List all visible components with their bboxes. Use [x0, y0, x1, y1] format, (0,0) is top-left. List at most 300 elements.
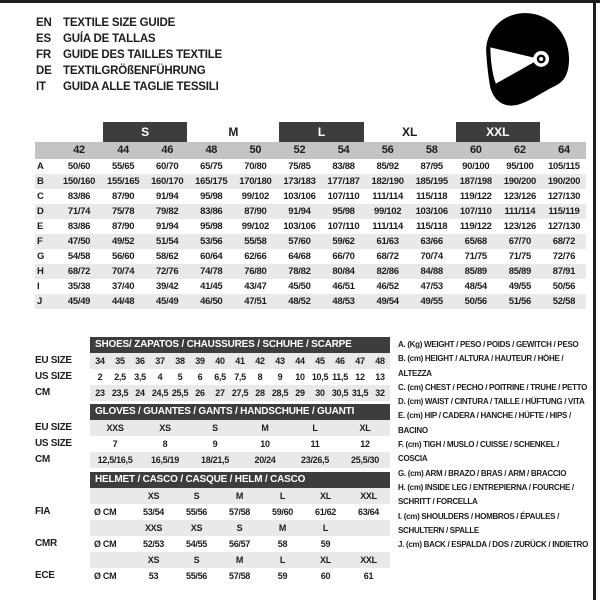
row-label: [35, 488, 90, 504]
measurement-row-c: [35, 189, 586, 204]
helmet-size: M: [261, 520, 304, 536]
measurement-value: 95/100: [506, 161, 534, 172]
measurement-value: 85/92: [376, 161, 399, 172]
language-code: IT: [36, 81, 46, 93]
measurement-row-e: [35, 219, 586, 234]
language-item: [36, 31, 222, 47]
measurement-value: 99/102: [241, 191, 269, 202]
helmet-value: 63/64: [357, 507, 380, 517]
size-group-xl: XL: [401, 125, 418, 139]
size-group-spacer: [542, 122, 586, 142]
row-label: EU SIZE: [35, 420, 90, 436]
language-item: [36, 47, 222, 63]
language-code: EN: [36, 17, 52, 29]
shoes-value: 45: [310, 353, 330, 369]
measurement-value: 48/52: [288, 296, 311, 307]
helmet-value: 55/56: [185, 571, 208, 581]
size-number-row: [35, 142, 586, 159]
language-item: [36, 15, 222, 31]
row-letter: I: [37, 281, 40, 292]
shoes-value: 6,5: [214, 372, 226, 382]
shoes-value: 6: [197, 372, 203, 382]
legend-item-f: F. (cm) TIGH / MUSLO / CUISSE / SCHENKEL / COSCIA: [398, 440, 560, 464]
measurement-row-i: [35, 279, 586, 294]
measurement-value: 83/86: [67, 191, 91, 202]
gloves-value: 7: [112, 439, 118, 449]
helmet-value: 57/58: [228, 507, 251, 517]
shoes-value: 39: [190, 353, 210, 369]
measurement-value: 63/66: [420, 236, 443, 247]
measurement-value: 87/90: [111, 191, 135, 202]
gloves-value: XL: [340, 420, 390, 436]
measurement-value: 67/70: [508, 236, 531, 247]
measurement-value: 87/90: [111, 221, 135, 232]
measurement-value: 47/50: [67, 236, 91, 247]
measurement-value: 91/94: [288, 206, 311, 217]
measurement-value: 103/106: [415, 206, 448, 217]
gloves-value: 16,5/19: [140, 452, 190, 468]
helmet-size: [347, 520, 390, 536]
measurement-value: 115/118: [416, 191, 448, 202]
shoes-value: 23: [90, 385, 110, 401]
measurement-value: 66/70: [332, 251, 355, 262]
measurement-value: 187/198: [459, 176, 492, 187]
measurement-value: 87/90: [244, 206, 267, 217]
measurement-value: 155/165: [106, 176, 140, 187]
helmet-table-title: HELMET / CASCO / CASQUE / HELM / CASCO: [90, 472, 390, 488]
shoes-value: 11,5: [332, 372, 348, 382]
helmet-value: 53: [148, 571, 159, 581]
size-number: 60: [469, 144, 482, 156]
row-letter: A: [37, 161, 44, 172]
measurement-value: 79/82: [156, 206, 179, 217]
size-number: 50: [249, 144, 262, 156]
gloves-value: 20/24: [240, 452, 290, 468]
language-title: GUÍA DE TALLAS: [63, 33, 156, 45]
certification-label: ECE: [35, 568, 90, 584]
helmet-value: 55/56: [185, 507, 208, 517]
measurement-value: 70/74: [111, 266, 135, 277]
shoes-value: 35: [110, 353, 130, 369]
garment-size-table: [35, 122, 586, 309]
shoes-value: 5: [177, 372, 183, 382]
lower-tables: [35, 337, 390, 584]
row-letter: J: [37, 296, 42, 307]
measurement-value: 82/86: [376, 266, 399, 277]
measurement-value: 85/89: [464, 266, 487, 277]
measurement-value: 71/75: [508, 251, 531, 262]
shoes-value: 28: [250, 385, 270, 401]
legend-item-e: E. (cm) HIP / CADERA / HANCHE / HÜFTE / HIPS / BACINO: [398, 411, 571, 435]
helmet-size-row: [35, 552, 390, 568]
legend-item-h: H. (cm) INSIDE LEG / ENTREPIERNA / FOURCHE / SCHRITT / FORCELLA: [398, 482, 574, 507]
language-title: GUIDA ALLE TAGLIE TESSILI: [63, 81, 219, 93]
helmet-table: [35, 472, 390, 584]
gloves-value: 10: [260, 439, 270, 449]
size-number: 44: [117, 144, 129, 156]
measurement-value: 48/53: [332, 296, 355, 307]
measurement-value: 105/115: [548, 161, 580, 172]
language-code: DE: [36, 65, 52, 77]
measurement-value: 41/45: [200, 281, 223, 292]
helmet-size: XXL: [347, 488, 390, 504]
measurement-value: 127/130: [547, 191, 581, 202]
helmet-size: XS: [175, 520, 218, 536]
shoes-table-title: SHOES/ ZAPATOS / CHAUSSURES / SCHUHE / SCARPE: [90, 337, 390, 353]
row-label: EU SIZE: [35, 353, 90, 369]
racing-helmet-icon: [478, 10, 578, 110]
measurement-value: 35/38: [67, 281, 91, 292]
row-letter: C: [37, 191, 44, 202]
measurement-value: 115/119: [548, 206, 580, 217]
gloves-value: 12,5/16,5: [90, 452, 140, 468]
helmet-size: S: [175, 488, 218, 504]
helmet-value: 56/57: [228, 539, 251, 549]
helmet-size: XS: [132, 552, 175, 568]
size-number: 56: [381, 144, 394, 156]
helmet-size: L: [261, 552, 304, 568]
row-label: US SIZE: [35, 369, 90, 385]
language-code: FR: [36, 49, 51, 61]
helmet-size: S: [175, 552, 218, 568]
helmet-header-row: [35, 472, 390, 488]
measurement-value: 68/72: [67, 266, 91, 277]
shoes-value: 30: [310, 385, 330, 401]
row-label: [35, 520, 90, 536]
measurement-value: 87/91: [552, 266, 576, 277]
helmet-value: 52/53: [142, 539, 165, 549]
helmet-size-row: [35, 520, 390, 536]
measurement-value: 160/170: [151, 176, 184, 187]
measurement-value: 65/75: [200, 161, 223, 172]
shoes-value: 40: [210, 353, 230, 369]
shoes-row: [35, 369, 390, 385]
shoes-value: 42: [250, 353, 270, 369]
language-title: TEXTILE SIZE GUIDE: [63, 17, 176, 29]
measurement-row-g: [35, 249, 586, 264]
measurement-value: 45/49: [156, 296, 179, 307]
measurement-value: 99/102: [373, 206, 402, 217]
measurement-row-b: [35, 174, 586, 189]
measurement-value: 48/54: [464, 281, 487, 292]
helmet-unit-spacer: [90, 488, 132, 504]
legend-item-a: A. (Kg) WEIGHT / PESO / POIDS / GEWITCH / PESO: [398, 340, 579, 349]
measurement-row-h: [35, 264, 586, 279]
helmet-size: M: [218, 488, 261, 504]
row-letter: H: [37, 266, 44, 277]
gloves-value: 23/26,5: [290, 452, 340, 468]
language-item: [36, 79, 222, 95]
measurement-value: 72/76: [552, 251, 576, 262]
shoes-value: 23,5: [110, 385, 130, 401]
shoes-value: 7,5: [234, 372, 246, 382]
gloves-row: [35, 436, 390, 452]
measurement-value: 72/76: [156, 266, 179, 277]
measurement-row-d: [35, 204, 586, 219]
shoes-value: 44: [290, 353, 310, 369]
measurement-row-f: [35, 234, 586, 249]
helmet-value: 59: [277, 571, 288, 581]
certification-label: CMR: [35, 536, 90, 552]
measurement-value: 58/62: [156, 251, 179, 262]
measurement-value: 51/56: [508, 296, 531, 307]
measurement-value: 44/48: [111, 296, 135, 307]
measurement-value: 85/89: [508, 266, 531, 277]
size-number: 46: [161, 144, 174, 156]
size-number: 54: [337, 144, 350, 156]
helmet-size: S: [218, 520, 261, 536]
measurement-value: 70/80: [244, 161, 267, 172]
unit-label: Ø CM: [94, 571, 117, 581]
measurement-row-a: [35, 159, 586, 174]
shoes-value: 34: [90, 353, 110, 369]
measurement-value: 60/64: [200, 251, 223, 262]
helmet-value: 59/60: [271, 507, 294, 517]
shoes-value: 46: [330, 353, 350, 369]
measurement-value: 87/95: [420, 161, 443, 172]
size-group-row: [35, 122, 586, 142]
shoes-value: 32: [370, 385, 390, 401]
gloves-value: 12: [360, 439, 370, 449]
measurement-value: 45/50: [288, 281, 311, 292]
language-title: TEXTILGRÖßENFÜHRUNG: [63, 65, 206, 77]
shoes-row: [35, 353, 390, 369]
gloves-table-title: GLOVES / GUANTES / GANTS / HANDSCHUHE / GUANTI: [90, 404, 390, 420]
measurement-value: 83/86: [200, 206, 223, 217]
measurement-value: 123/126: [503, 221, 536, 232]
helmet-value-row-ece: [35, 568, 390, 584]
measurement-value: 91/94: [156, 221, 179, 232]
size-number: 42: [73, 144, 85, 156]
measurement-value: 60/70: [156, 161, 179, 172]
measurement-value: 95/98: [332, 206, 355, 217]
header-spacer: [35, 404, 90, 420]
measurement-value: 83/88: [332, 161, 355, 172]
measurement-value: 50/56: [552, 281, 576, 292]
helmet-size: XXS: [132, 520, 175, 536]
measurement-value: 90/100: [462, 161, 490, 172]
measurement-value: 49/55: [420, 296, 443, 307]
measurement-value: 107/110: [459, 206, 492, 217]
measurement-value: 190/200: [503, 176, 536, 187]
measurement-value: 46/51: [332, 281, 355, 292]
measurement-row-j: [35, 294, 586, 309]
measurement-value: 39/42: [156, 281, 179, 292]
measurement-value: 59/62: [332, 236, 355, 247]
measurement-value: 107/110: [327, 221, 360, 232]
measurement-value: 57/60: [288, 236, 311, 247]
language-item: [36, 63, 222, 79]
legend-item-c: C. (cm) CHEST / PECHO / POITRINE / TRUHE / PETTO: [398, 382, 588, 392]
shoes-value: 37: [150, 353, 170, 369]
shoes-value: 38: [170, 353, 190, 369]
measurement-value: 75/78: [111, 206, 135, 217]
measurement-value: 52/58: [552, 296, 576, 307]
measurement-value: 45/49: [67, 296, 91, 307]
measurement-value: 78/82: [288, 266, 311, 277]
row-label: [35, 552, 90, 568]
measurement-value: 182/190: [371, 176, 404, 187]
helmet-value: 59: [320, 539, 331, 549]
measurement-rows: [35, 159, 586, 309]
top-border-line: [0, 0, 600, 3]
shoes-value: 31,5: [350, 385, 370, 401]
shoes-header-row: [35, 337, 390, 353]
shoes-value: 36: [130, 353, 150, 369]
gloves-value: M: [240, 420, 290, 436]
shoes-value: 10: [295, 372, 305, 382]
gloves-value: 25,5/30: [340, 452, 390, 468]
measurement-value: 123/126: [503, 191, 536, 202]
size-group-m: M: [228, 125, 239, 139]
shoes-value: 10,5: [311, 372, 329, 382]
header-spacer: [35, 337, 90, 353]
measurement-value: 170/180: [239, 176, 272, 187]
measurement-value: 165/175: [195, 176, 228, 187]
shoes-value: 9: [277, 372, 283, 382]
size-number: 58: [425, 144, 438, 156]
gloves-value: XS: [140, 420, 190, 436]
measurement-value: 46/52: [376, 281, 399, 292]
helmet-value: 58: [277, 539, 288, 549]
measurement-value: 49/52: [111, 236, 135, 247]
shoes-value: 12: [355, 372, 365, 382]
gloves-row: [35, 420, 390, 436]
measurement-value: 70/74: [420, 251, 443, 262]
measurement-value: 43/47: [244, 281, 267, 292]
measurement-value: 84/88: [420, 266, 443, 277]
legend-item-j: J. (cm) BACK / ESPALDA / DOS / ZURÜCK / INDIETRO: [398, 540, 589, 550]
helmet-unit-spacer: [90, 520, 132, 536]
measurement-value: 55/65: [111, 161, 135, 172]
helmet-value: 53/54: [142, 507, 165, 517]
shoes-value: 2,5: [114, 372, 126, 382]
size-group-xxl: XXL: [456, 122, 540, 142]
row-label: CM: [35, 385, 90, 401]
shoes-value: 26: [190, 385, 210, 401]
language-code: ES: [36, 33, 51, 45]
size-number: 52: [293, 144, 306, 156]
measurement-value: 111/114: [372, 221, 403, 232]
shoes-value: 28,5: [270, 385, 290, 401]
row-label: US SIZE: [35, 436, 90, 452]
language-title: GUIDE DES TAILLES TEXTILE: [63, 49, 222, 61]
measurement-value: 47/53: [420, 281, 443, 292]
shoes-value: 13: [375, 372, 385, 382]
measurement-value: 103/106: [283, 191, 316, 202]
size-group-s: S: [103, 122, 187, 142]
gloves-row: [35, 452, 390, 468]
measurement-value: 190/200: [547, 176, 581, 187]
measurement-value: 50/56: [464, 296, 487, 307]
helmet-size: XXL: [347, 552, 390, 568]
helmet-rows: [35, 488, 390, 584]
measurement-value: 53/56: [200, 236, 223, 247]
helmet-size: L: [304, 520, 347, 536]
legend-item-g: G. (cm) ARM / BRAZO / BRAS / ARM / BRACCIO: [398, 468, 567, 478]
measurement-value: 55/58: [244, 236, 267, 247]
shoes-value: 30,5: [330, 385, 350, 401]
shoes-value: 48: [370, 353, 390, 369]
shoes-value: 2: [97, 372, 103, 382]
measurement-value: 95/98: [200, 191, 223, 202]
gloves-header-row: [35, 404, 390, 420]
row-letter: B: [37, 176, 44, 187]
measurement-value: 49/55: [508, 281, 531, 292]
size-group-l: L: [279, 122, 363, 142]
measurement-value: 119/122: [459, 191, 492, 202]
helmet-unit-spacer: [90, 552, 132, 568]
measurement-value: 54/58: [67, 251, 91, 262]
row-letter: E: [37, 221, 44, 232]
unit-label: Ø CM: [94, 507, 117, 517]
helmet-value: 61/62: [314, 507, 337, 517]
measurement-value: 50/60: [67, 161, 91, 172]
size-number: 62: [514, 144, 526, 156]
gloves-value: L: [290, 420, 340, 436]
language-list: [36, 15, 222, 95]
gloves-value: S: [190, 420, 240, 436]
measurement-value: 65/68: [464, 236, 487, 247]
helmet-value-row-cmr: [35, 536, 390, 552]
helmet-size: XL: [304, 488, 347, 504]
helmet-size: XL: [304, 552, 347, 568]
row-letter: G: [37, 251, 45, 262]
size-group-spacer: [35, 122, 101, 142]
measurement-value: 103/106: [283, 221, 316, 232]
measurement-value: 80/84: [332, 266, 355, 277]
measurement-value: 64/68: [288, 251, 311, 262]
gloves-value: 8: [162, 439, 168, 449]
measurement-value: 74/78: [200, 266, 223, 277]
shoes-value: 41: [230, 353, 250, 369]
measurement-value: 62/66: [244, 251, 267, 262]
size-number-corner: [35, 142, 57, 159]
measurement-value: 68/72: [552, 236, 576, 247]
shoes-value: 29: [290, 385, 310, 401]
shoes-value: 8: [257, 372, 263, 382]
size-number: 64: [558, 144, 570, 156]
helmet-size: L: [261, 488, 304, 504]
gloves-rows: [35, 420, 390, 468]
right-border-line: [593, 0, 596, 600]
helmet-value-row-fia: [35, 504, 390, 520]
measurement-value: 150/160: [62, 176, 96, 187]
helmet-size: XS: [132, 488, 175, 504]
gloves-value: 9: [212, 439, 218, 449]
helmet-value: 61: [363, 571, 374, 581]
measurement-value: 111/114: [372, 191, 403, 202]
gloves-value: XXS: [90, 420, 140, 436]
measurement-value: 37/40: [111, 281, 135, 292]
helmet-size-row: [35, 488, 390, 504]
measurement-value: 177/187: [327, 176, 360, 187]
gloves-value: 18/21,5: [190, 452, 240, 468]
measurement-value: 99/102: [241, 221, 269, 232]
shoes-value: 27: [210, 385, 230, 401]
measurement-value: 61/63: [376, 236, 399, 247]
helmet-value: 60: [320, 571, 331, 581]
measurement-value: 119/122: [459, 221, 492, 232]
unit-label: Ø CM: [94, 539, 117, 549]
helmet-value: 54/55: [185, 539, 208, 549]
measurement-value: 95/98: [200, 221, 223, 232]
helmet-value: 57/58: [228, 571, 251, 581]
shoes-row: [35, 385, 390, 401]
legend-item-b: B. (cm) HEIGHT / ALTURA / HAUTEUR / HÖHE / ALTEZZA: [398, 354, 564, 378]
measurement-value: 56/60: [111, 251, 135, 262]
row-letter: D: [37, 206, 44, 217]
